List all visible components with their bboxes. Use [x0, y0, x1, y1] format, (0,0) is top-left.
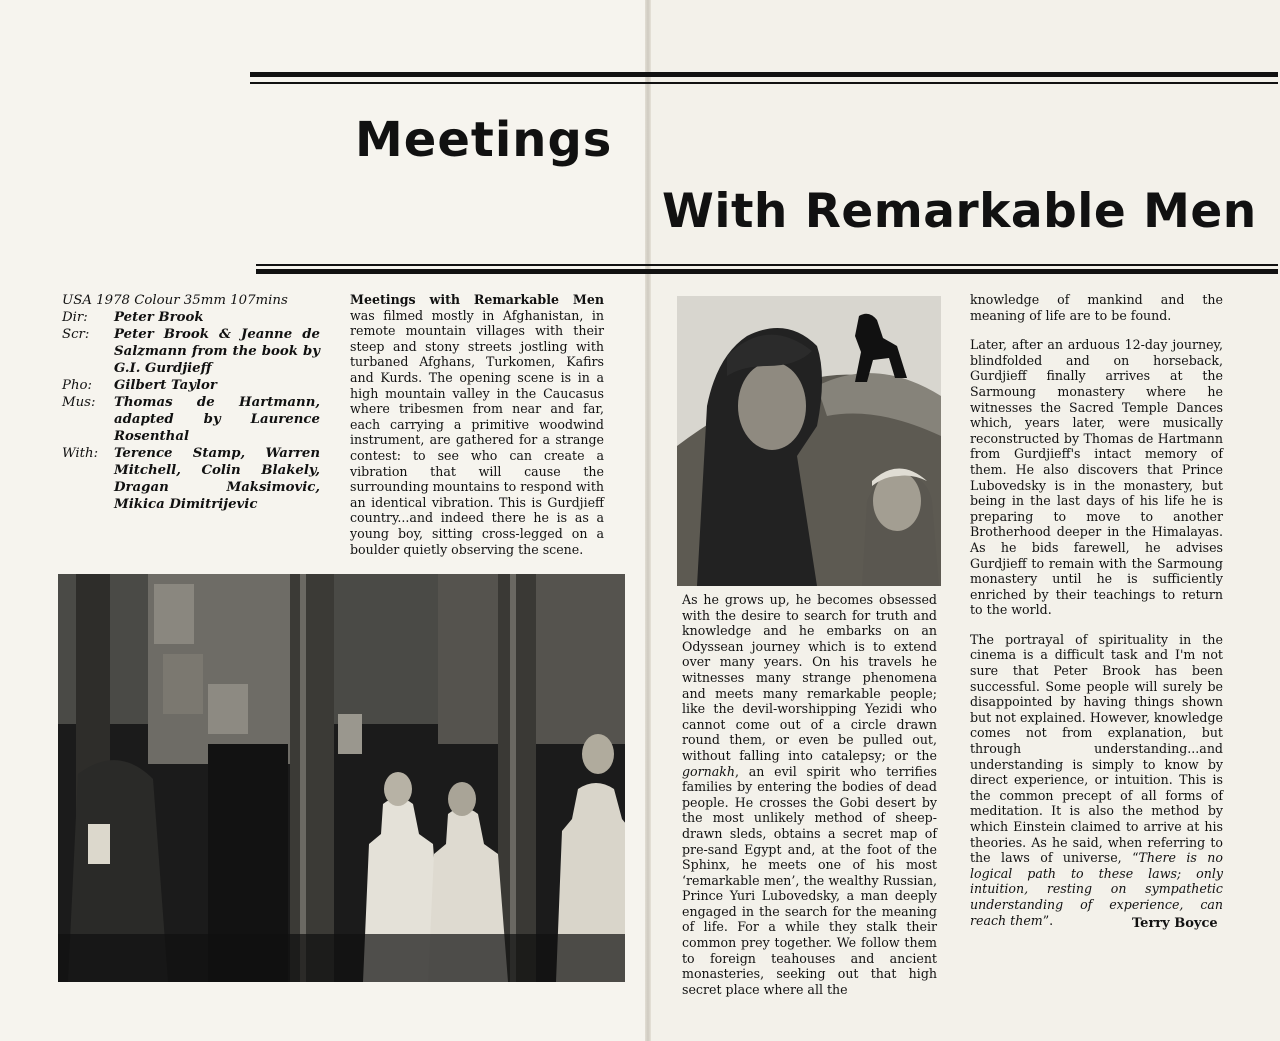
credit-row	[62, 309, 320, 326]
article-column-3	[970, 292, 1223, 942]
credit-key: Scr:	[62, 327, 90, 342]
title-line-1: Meetings	[355, 112, 613, 168]
top-rule-thick	[250, 72, 1278, 77]
credit-row	[62, 445, 320, 513]
bottom-rule-thick	[256, 269, 1278, 274]
einstein-quote: There is no logical path to these laws; only intuition, resting on sympathetic understanding of experience, can reach them	[970, 850, 1223, 928]
article-paragraph	[350, 292, 604, 557]
credit-value: Thomas de Hartmann, adapted by Laurence Rosenthal	[114, 395, 320, 444]
paragraph-text: As he grows up, he becomes obsessed with the desire to search for truth and knowledge and he embarks on an Odyssean journey which is to extend over many years. On his travels he witnesses many strange phenomena and meets many remarkable people; like the devil-worshipping Yezidi who cannot come out of a circle drawn round them, or even be pulled out, without falling into catalepsy; or the	[682, 592, 937, 763]
top-rule-thin	[250, 82, 1278, 84]
credits-header: USA 1978 Colour 35mm 107mins	[62, 293, 288, 308]
article-column-2	[682, 592, 937, 1011]
paragraph-text: was filmed mostly in Afghanistan, in remote mountain villages with their steep and stony streets jostling with turbaned Afghans, Turkomen, Kafirs and Kurds. The opening scene is in a high mountain valley in the Caucasus where tribesmen from near and far, each carrying a primitive woodwind instrument, are gathered for a strange contest: to see who can create a vibration that will cause the surrounding mountains to respond with an identical vibration. This is Gurdjieff country...and indeed there he is as a young boy, sitting cross-legged on a boulder quietly observing the scene.	[350, 307, 604, 557]
article-column-1	[350, 292, 604, 571]
credit-value: Peter Brook & Jeanne de Salzmann from the book by G.I. Gurdjieff	[114, 327, 320, 376]
credit-row	[62, 377, 320, 394]
book-gutter	[645, 0, 651, 1041]
credit-value: Gilbert Taylor	[114, 378, 217, 393]
article-paragraph: Later, after an arduous 12-day journey, blindfolded and on horseback, Gurdjieff finally arrives at the Sarmoung monastery where he witnesses the Sacred Temple Dances which, years later, were musically reconstructed by Thomas de Hartmann from Gurdjieff's intact memory of them. He also discovers that Prince Lubovedsky is in the monastery, but being in the last days of his life he is preparing to move to another Brotherhood deeper in the Himalayas. As he bids farewell, he advises Gurdjieff to remain with the Sarmoung monastery until he is sufficiently enriched by their teachings to return to the world.	[970, 337, 1223, 618]
bottom-rule-thin	[256, 264, 1278, 266]
film-credits	[62, 292, 320, 513]
desert-men-photo	[677, 296, 941, 586]
credit-key: Dir:	[62, 310, 88, 325]
church-scene-photo	[58, 574, 625, 982]
credit-value: Peter Brook	[114, 310, 204, 325]
credit-key: Pho:	[62, 378, 92, 393]
article-paragraph	[682, 592, 937, 997]
article-paragraph: knowledge of mankind and the meaning of life are to be found.	[970, 292, 1223, 323]
author-signature: Terry Boyce	[1132, 916, 1218, 931]
film-title-inline: Meetings with Remarkable Men	[350, 292, 604, 307]
paragraph-text: , an evil spirit who terrifies families by entering the bodies of dead people. He crosses the Gobi desert by the most unlikely method of sheep-drawn sleds, obtains a secret map of pre-sand Egypt and, at the foot of the Sphinx, he meets one of his most ‘remarkable men’, the wealthy Russian, Prince Yuri Lubovedsky, a man deeply engaged in the search for the meaning of life. For a while they stalk their common prey together. We follow them to foreign teahouses and ancient monasteries, seeking out that high secret place where all the	[682, 763, 937, 997]
credit-key: Mus:	[62, 395, 96, 410]
article-paragraph	[970, 632, 1223, 928]
credit-row	[62, 326, 320, 377]
credit-key: With:	[62, 446, 99, 461]
paragraph-text: The portrayal of spirituality in the cinema is a difficult task and I'm not sure that Peter Brook has been successful. Some people will surely be disappointed by having things shown but not explained. However, knowledge comes not from explanation, but through understanding...and understanding is simply to know by direct experience, or intuition. This is the common precept of all forms of meditation. It is also the method by which Einstein claimed to arrive at his theories. As he said, when referring to the laws of universe, “	[970, 631, 1223, 866]
title-line-2: With Remarkable Men	[662, 184, 1257, 239]
credit-value: Terence Stamp, Warren Mitchell, Colin Blakely, Dragan Maksimovic, Mikica Dimitrijevic	[114, 446, 320, 512]
italic-term: gornakh	[682, 763, 736, 779]
credit-row	[62, 394, 320, 445]
paragraph-text: ”.	[1042, 912, 1054, 928]
